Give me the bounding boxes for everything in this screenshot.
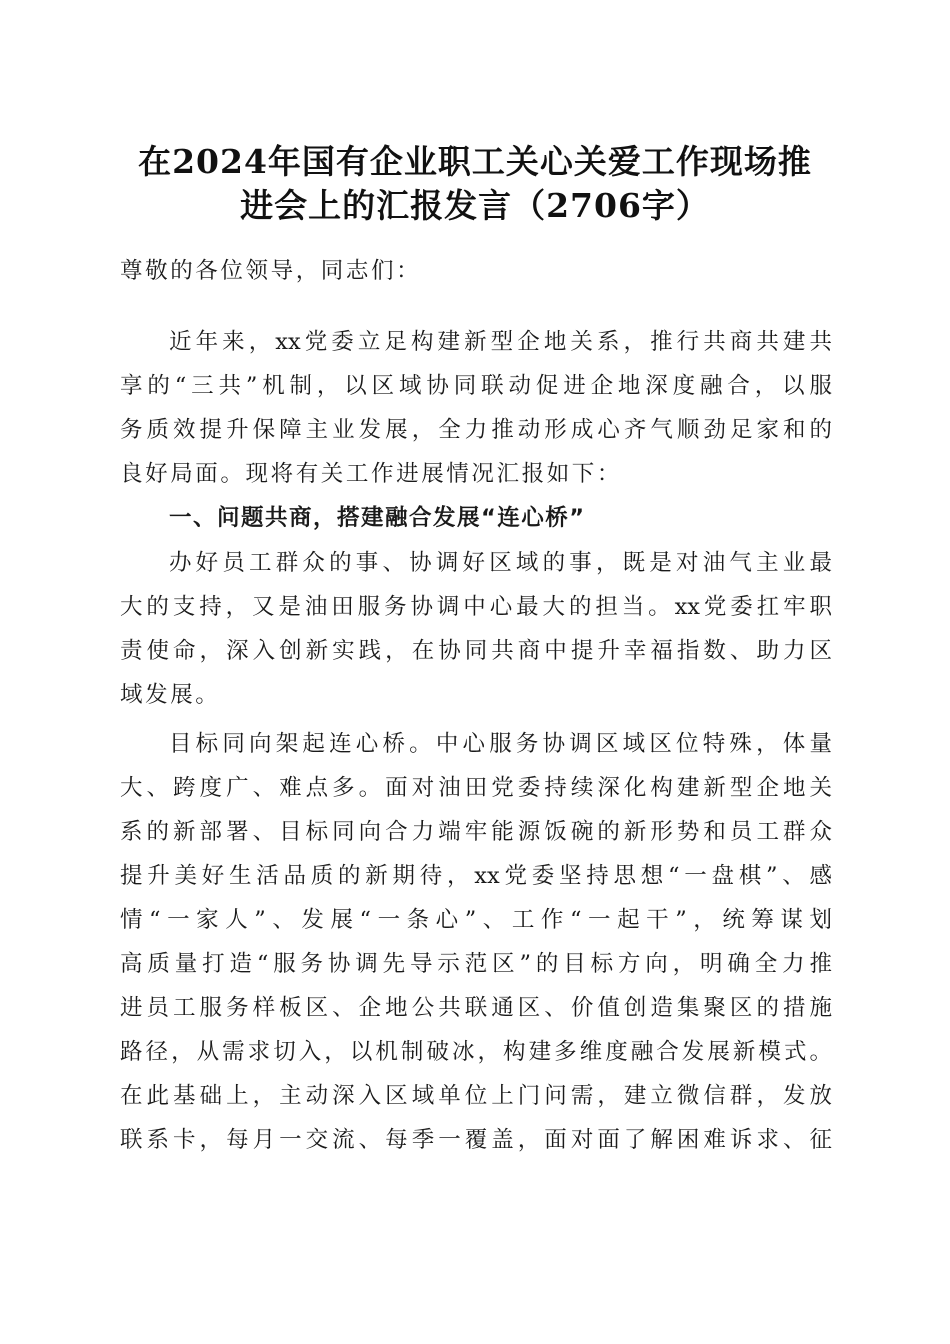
body-line: 系的新部署、目标同向合力端牢能源饭碗的新形势和员工群众	[120, 819, 832, 845]
body-line: 在此基础上，主动深入区域单位上门问需，建立微信群，发放	[120, 1083, 832, 1109]
body-line: 提升美好生活品质的新期待，xx党委坚持思想“一盘棋”、感	[120, 863, 832, 889]
document-title-line-1: 在2024年国有企业职工关心关爱工作现场推	[138, 142, 812, 181]
salutation: 尊敬的各位领导，同志们：	[120, 258, 422, 284]
body-line: 务质效提升保障主业发展，全力推动形成心齐气顺劲足家和的	[120, 417, 832, 443]
body-line: 近年来，xx党委立足构建新型企地关系，推行共商共建共	[169, 329, 832, 355]
document-title-line-2: 进会上的汇报发言（2706字）	[240, 186, 710, 225]
body-line: 办好员工群众的事、协调好区域的事，既是对油气主业最	[169, 550, 832, 576]
body-line: 高质量打造“服务协调先导示范区”的目标方向，明确全力推	[120, 951, 832, 977]
body-line: 联系卡，每月一交流、每季一覆盖，面对面了解困难诉求、征	[120, 1127, 832, 1153]
body-line: 情“一家人”、发展“一条心”、工作“一起干”，统筹谋划	[120, 907, 832, 933]
section-heading: 一、问题共商，搭建融合发展“连心桥”	[169, 505, 586, 531]
body-line: 责使命，深入创新实践，在协同共商中提升幸福指数、助力区	[120, 638, 832, 664]
body-line: 大的支持，又是油田服务协调中心最大的担当。xx党委扛牢职	[120, 594, 832, 620]
body-line: 域发展。	[120, 682, 221, 708]
body-line: 目标同向架起连心桥。中心服务协调区域区位特殊，体量	[169, 731, 832, 757]
body-line: 路径，从需求切入，以机制破冰，构建多维度融合发展新模式。	[120, 1039, 832, 1065]
body-line: 良好局面。现将有关工作进展情况汇报如下：	[120, 461, 623, 487]
body-line: 进员工服务样板区、企地公共联通区、价值创造集聚区的措施	[120, 995, 832, 1021]
body-line: 大、跨度广、难点多。面对油田党委持续深化构建新型企地关	[120, 775, 832, 801]
body-line: 享的“三共”机制，以区域协同联动促进企地深度融合，以服	[120, 373, 832, 399]
